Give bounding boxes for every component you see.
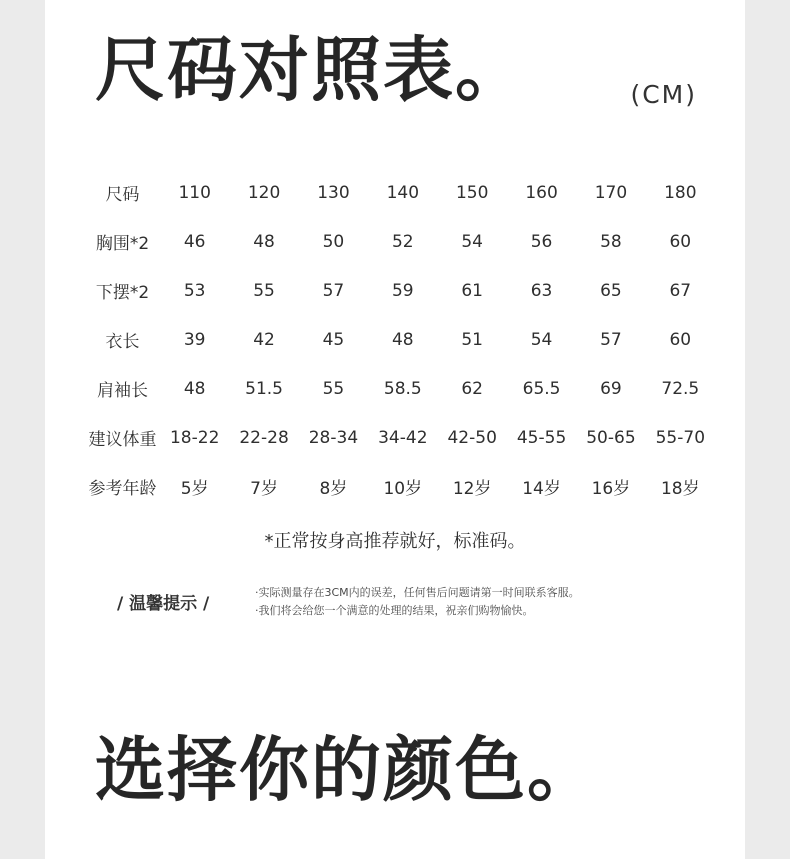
table-cell: 65 (600, 280, 622, 301)
tips-title: / 温馨提示 / (117, 594, 210, 614)
table-cell: 54 (461, 231, 483, 252)
table-cell: 140 (386, 182, 420, 203)
table-cell: 45-55 (516, 427, 567, 448)
table-cell: 55 (253, 280, 275, 301)
table-cell: 150 (455, 182, 489, 203)
color-section-title: 选择你的颜色。 (95, 729, 599, 811)
table-cell: 55 (322, 378, 345, 399)
table-cell: 60 (669, 231, 692, 252)
table-row (85, 462, 715, 511)
size-chart-table (85, 168, 715, 511)
table-cell: 60 (669, 329, 692, 350)
table-cell: 59 (391, 280, 414, 301)
row-label: 尺码 (105, 185, 140, 205)
table-cell: 120 (247, 182, 281, 203)
table-cell: 160 (525, 182, 558, 203)
table-row (85, 413, 715, 462)
table-cell: 51 (461, 329, 483, 350)
table-cell: 5岁 (180, 479, 209, 499)
table-cell: 56 (530, 231, 553, 252)
table-cell: 63 (530, 280, 553, 301)
row-label: 参考年龄 (88, 479, 157, 499)
table-cell: 170 (594, 182, 628, 203)
table-cell: 8岁 (319, 479, 348, 499)
tips-list (255, 584, 580, 620)
row-label: 衣长 (105, 332, 140, 352)
table-cell: 14岁 (522, 479, 561, 499)
table-row (85, 364, 715, 413)
table-cell: 58 (600, 231, 622, 252)
table-cell: 7岁 (250, 479, 278, 499)
table-cell: 180 (664, 182, 697, 203)
page-title: 尺码对照表。 (95, 29, 527, 111)
table-cell: 52 (391, 231, 414, 252)
table-cell: 57 (322, 280, 345, 301)
row-label: 肩袖长 (97, 381, 148, 401)
table-row (85, 217, 715, 266)
size-chart-body (85, 168, 715, 511)
table-cell: 50-65 (586, 427, 636, 448)
table-cell: 62 (461, 378, 483, 399)
table-cell: 12岁 (452, 479, 492, 499)
table-cell: 51.5 (245, 378, 283, 399)
table-cell: 45 (322, 329, 345, 350)
table-cell: 34-42 (378, 427, 428, 448)
table-cell: 22-28 (239, 427, 289, 448)
table-cell: 39 (183, 329, 206, 350)
row-label: 下摆*2 (95, 283, 150, 303)
table-cell: 130 (317, 182, 350, 203)
table-cell: 69 (600, 378, 622, 399)
tips-item: ·我们将会给您一个满意的处理的结果，祝亲们购物愉快。 (255, 604, 534, 617)
table-cell: 46 (183, 231, 206, 252)
table-cell: 58.5 (383, 378, 422, 399)
table-cell: 110 (178, 182, 211, 203)
table-cell: 18岁 (660, 479, 700, 499)
table-row (85, 266, 715, 315)
size-chart-page (45, 0, 745, 859)
table-cell: 57 (600, 329, 622, 350)
table-cell: 42-50 (447, 427, 497, 448)
table-cell: 28-34 (308, 427, 359, 448)
table-cell: 48 (391, 329, 414, 350)
table-cell: 18-22 (169, 427, 220, 448)
table-cell: 54 (530, 329, 553, 350)
table-cell: 16岁 (591, 479, 631, 499)
table-row (85, 168, 715, 217)
table-row (85, 315, 715, 364)
unit-label: (CM) (630, 80, 697, 109)
table-cell: 65.5 (522, 378, 561, 399)
table-cell: 48 (183, 378, 206, 399)
size-recommendation-note: *正常按身高推荐就好，标准码。 (264, 531, 526, 552)
table-cell: 50 (322, 231, 345, 252)
table-cell: 61 (461, 280, 483, 301)
table-cell: 72.5 (661, 378, 700, 399)
table-cell: 67 (669, 280, 692, 301)
table-cell: 10岁 (383, 479, 423, 499)
table-cell: 55-70 (655, 427, 706, 448)
table-cell: 48 (253, 231, 275, 252)
table-cell: 42 (253, 329, 275, 350)
table-cell: 53 (183, 280, 206, 301)
row-label: 胸围*2 (95, 234, 150, 254)
tips-item: ·实际测量存在3CM内的误差，任何售后问题请第一时间联系客服。 (255, 586, 580, 599)
row-label: 建议体重 (88, 430, 157, 450)
